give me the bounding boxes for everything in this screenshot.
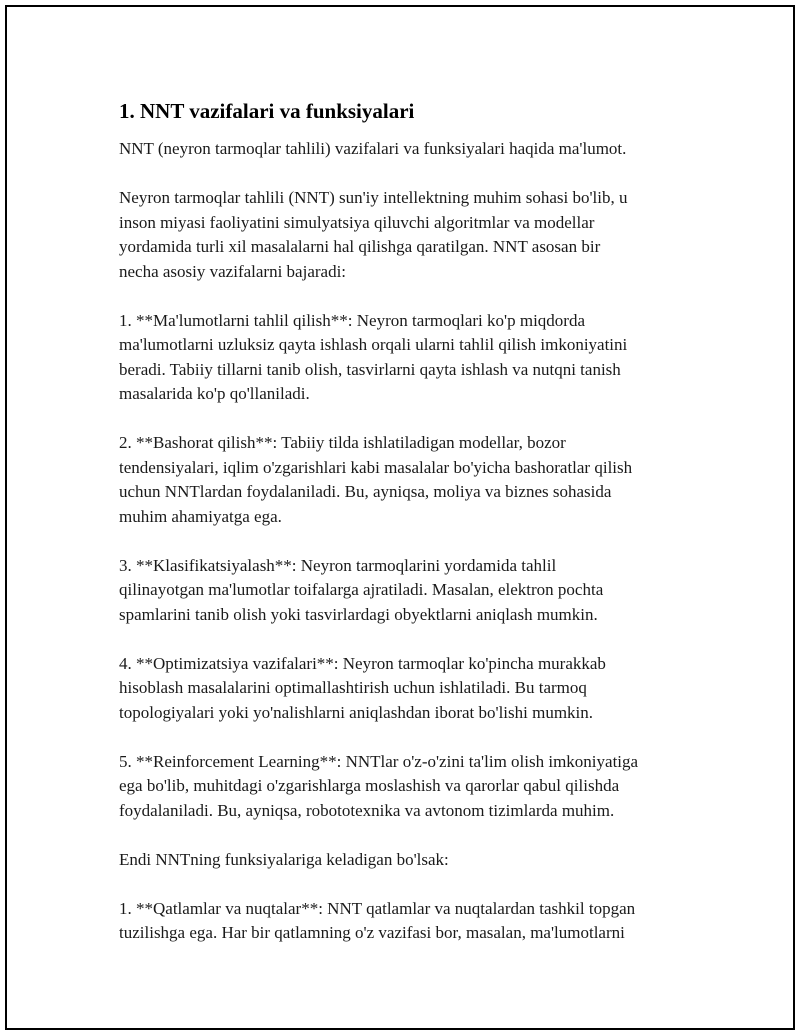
- text-line: beradi. Tabiiy tillarni tanib olish, tasvirlarni qayta ishlash va nutqni tanish: [119, 359, 621, 379]
- text-line: topologiyalari yoki yo'nalishlarni aniqlashdan iborat bo'lishi mumkin.: [119, 702, 594, 722]
- page-title: 1. NNT vazifalari va funksiyalari: [119, 99, 415, 123]
- text-line: spamlarini tanib olish yoki tasvirlardagi obyektlarni aniqlash mumkin.: [119, 604, 598, 624]
- text-line: Endi NNTning funksiyalariga keladigan bo'lsak:: [119, 849, 449, 869]
- paragraph-intro: [119, 137, 689, 162]
- text-line: Neyron tarmoqlar tahlili (NNT) sun'iy intellektning muhim sohasi bo'lib, u: [119, 188, 628, 207]
- document-content: [119, 97, 689, 970]
- document-page: [5, 5, 795, 1030]
- text-line: ma'lumotlarni uzluksiz qayta ishlash orqali ularni tahlil qilish imkoniyatini: [119, 335, 628, 354]
- text-line: inson miyasi faoliyatini simulyatsiya qiluvchi algoritmlar va modellar: [119, 212, 595, 232]
- text-line: uchun NNTlardan foydalaniladi. Bu, ayniqsa, moliya va biznes sohasida: [119, 482, 612, 501]
- text-line: ega bo'lib, muhitdagi o'zgarishlarga moslashish va qarorlar qabul qilishda: [119, 776, 620, 795]
- paragraph-item-1: [119, 309, 689, 407]
- text-line: 4. **Optimizatsiya vazifalari**: Neyron tarmoqlar ko'pincha murakkab: [119, 653, 606, 673]
- paragraph-item-5: [119, 750, 689, 824]
- text-line: foydalaniladi. Bu, ayniqsa, robototexnika va avtonom tizimlarda muhim.: [119, 800, 615, 820]
- text-line: hisoblash masalalarini optimallashtirish uchun ishlatiladi. Bu tarmoq: [119, 678, 587, 697]
- text-line: yordamida turli xil masalalarni hal qilishga qaratilgan. NNT asosan bir: [119, 237, 601, 256]
- paragraph-functions-intro: [119, 848, 689, 873]
- paragraph-item-2: [119, 431, 689, 529]
- text-line: 3. **Klasifikatsiyalash**: Neyron tarmoqlarini yordamida tahlil: [119, 555, 557, 575]
- paragraph-overview: [119, 186, 689, 284]
- text-line: 5. **Reinforcement Learning**: NNTlar o'z-o'zini ta'lim olish imkoniyatiga: [119, 751, 639, 771]
- text-line: tendensiyalari, iqlim o'zgarishlari kabi masalalar bo'yicha bashoratlar qilish: [119, 457, 633, 477]
- paragraph-function-1: [119, 897, 689, 946]
- paragraph-item-4: [119, 652, 689, 726]
- text-line: qilinayotgan ma'lumotlar toifalarga ajratiladi. Masalan, elektron pochta: [119, 580, 604, 599]
- text-line: 1. **Ma'lumotlarni tahlil qilish**: Neyron tarmoqlari ko'p miqdorda: [119, 310, 585, 330]
- paragraph-item-3: [119, 554, 689, 628]
- text-line: 1. **Qatlamlar va nuqtalar**: NNT qatlamlar va nuqtalardan tashkil topgan: [119, 898, 636, 918]
- text-line: tuzilishga ega. Har bir qatlamning o'z vazifasi bor, masalan, ma'lumotlarni: [119, 923, 625, 942]
- text-line: muhim ahamiyatga ega.: [119, 506, 282, 526]
- text-line: NNT (neyron tarmoqlar tahlili) vazifalari va funksiyalari haqida ma'lumot.: [119, 139, 627, 158]
- text-line: masalarida ko'p qo'llaniladi.: [119, 384, 310, 403]
- text-line: 2. **Bashorat qilish**: Tabiiy tilda ishlatiladigan modellar, bozor: [119, 433, 566, 452]
- text-line: necha asosiy vazifalarni bajaradi:: [119, 261, 347, 281]
